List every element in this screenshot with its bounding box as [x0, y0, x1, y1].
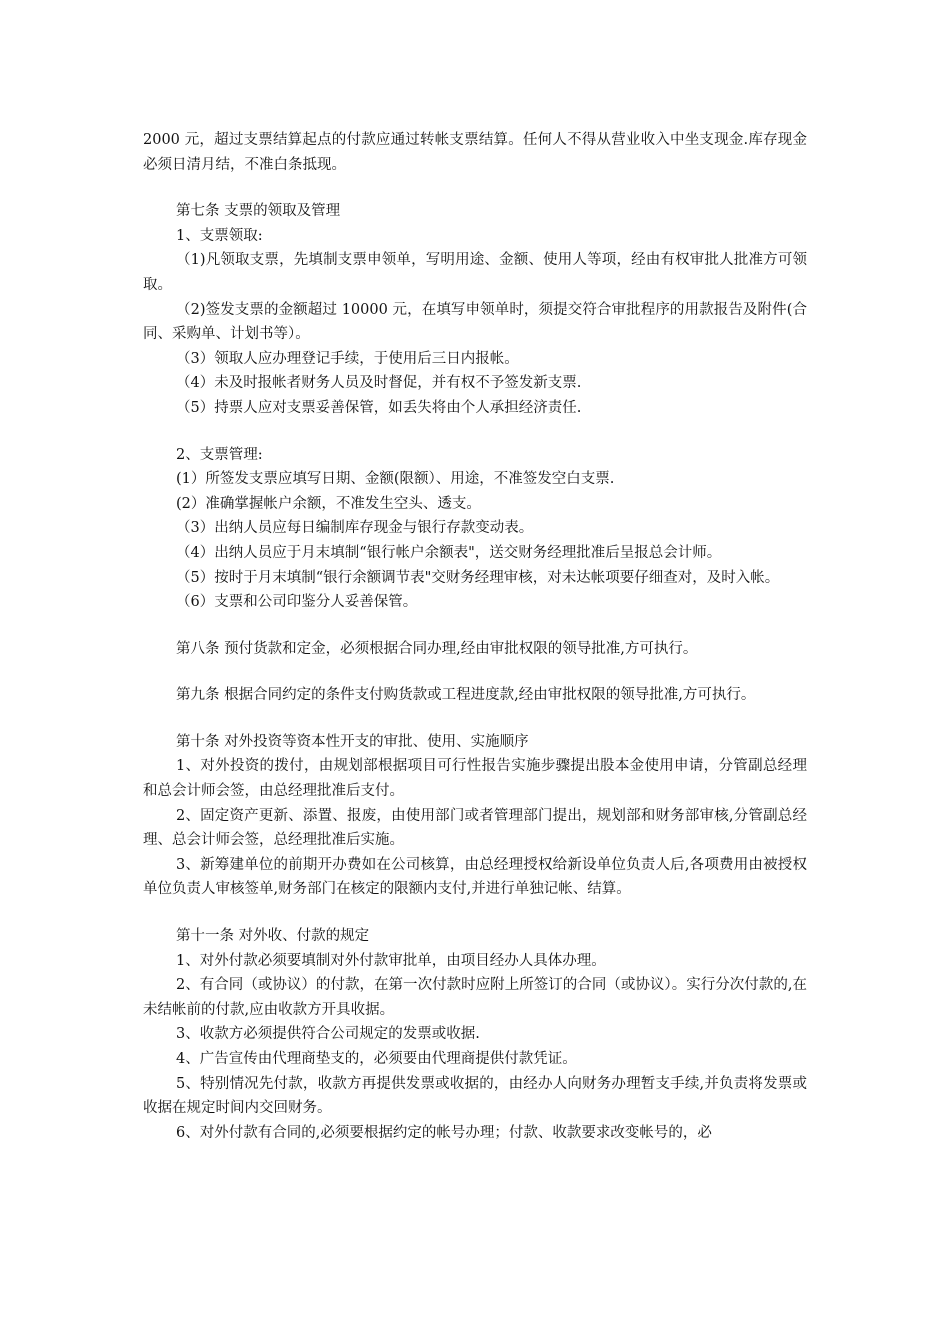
paragraph-spacer [143, 661, 807, 683]
body-paragraph-art11-5: 5、特别情况先付款，收款方再提供发票或收据的，由经办人向财务办理暂支手续,并负责将发票或收据在规定时间内交回财务。 [143, 1075, 807, 1117]
body-paragraph-art7-2-1: (1）所签发支票应填写日期、金额(限额）、用途，不准签发空白支票. [176, 471, 615, 488]
body-paragraph-art7-2: 2、支票管理: [176, 446, 263, 463]
body-paragraph-art11-6: 6、对外付款有合同的,必须要根据约定的帐号办理；付款、收款要求改变帐号的，必 [176, 1124, 712, 1141]
body-paragraph-art10-1: 1、对外投资的拨付，由规划部根据项目可行性报告实施步骤提出股本金使用申请，分管副总经理和总会计师会签，由总经理批准后支付。 [143, 758, 807, 800]
body-paragraph-art7-2-6: （6）支票和公司印鉴分人妥善保管。 [176, 594, 418, 611]
body-paragraph-art11-3: 3、收款方必须提供符合公司规定的发票或收据. [176, 1026, 480, 1043]
body-paragraph-art7-1-5: （5）持票人应对支票妥善保管，如丢失将由个人承担经济责任. [176, 399, 582, 416]
article-heading-art8: 第八条 预付货款和定金，必须根据合同办理,经由审批权限的领导批准,方可执行。 [176, 640, 698, 657]
article-heading-art9: 第九条 根据合同约定的条件支付购货款或工程进度款,经由审批权限的领导批准,方可执行。 [176, 687, 756, 704]
body-paragraph-art7-1-1: （1)凡领取支票，先填制支票申领单，写明用途、金额、使用人等项，经由有权审批人批准方可领取。 [143, 252, 807, 293]
document-body [143, 128, 807, 1145]
body-paragraph-art7-1-2: （2)签发支票的金额超过 10000 元，在填写申领单时，须提交符合审批程序的用款报告及附件(合同、采购单、计划书等）。 [143, 301, 807, 343]
paragraph-spacer [143, 708, 807, 730]
body-paragraph-art7-2-4: （4）出纳人员应于月末填制“银行帐户余额表"，送交财务经理批准后呈报总会计师。 [176, 544, 722, 561]
paragraph-spacer [143, 902, 807, 924]
body-paragraph-art10-2: 2、固定资产更新、添置、报废，由使用部门或者管理部门提出，规划部和财务部审核,分管副总经理、总会计师会签，总经理批准后实施。 [143, 807, 807, 849]
body-paragraph-art11-2: 2、有合同（或协议）的付款，在第一次付款时应附上所签订的合同（或协议）。实行分次付款的,在未结帐前的付款,应由收款方开具收据。 [143, 977, 807, 1018]
body-paragraph-art7-1: 1、支票领取: [176, 227, 263, 244]
body-paragraph-art7-2-5: （5）按时于月末填制“银行余额调节表"交财务经理审核，对未达帐项要仔细查对，及时入帐。 [176, 569, 780, 586]
article-heading-art11-title: 第十一条 对外收、付款的规定 [176, 928, 370, 945]
body-paragraph-art11-1: 1、对外付款必须要填制对外付款审批单，由项目经办人具体办理。 [176, 952, 606, 969]
body-paragraph-art7-2-2: (2）准确掌握帐户余额，不准发生空头、透支。 [176, 495, 481, 512]
paragraph-spacer [143, 421, 807, 443]
paragraph-spacer [143, 177, 807, 199]
body-paragraph-art11-4: 4、广告宣传由代理商垫支的，必须要由代理商提供付款凭证。 [176, 1051, 577, 1067]
body-paragraph-art7-1-4: （4）未及时报帐者财务人员及时督促，并有权不予签发新支票. [176, 375, 582, 392]
body-paragraph-p1: 2000 元，超过支票结算起点的付款应通过转帐支票结算。任何人不得从营业收入中坐支现金.库存现金必须日清月结，不准白条抵现。 [143, 132, 807, 173]
body-paragraph-art7-1-3: （3）领取人应办理登记手续，于使用后三日内报帐。 [176, 350, 519, 367]
article-heading-art10-title: 第十条 对外投资等资本性开支的审批、使用、实施顺序 [176, 733, 529, 750]
paragraph-spacer [143, 615, 807, 637]
article-heading-art7-title: 第七条 支票的领取及管理 [176, 203, 341, 220]
body-paragraph-art10-3: 3、新筹建单位的前期开办费如在公司核算，由总经理授权给新设单位负责人后,各项费用由被授权单位负责人审核签单,财务部门在核定的限额内支付,并进行单独记帐、结算。 [143, 856, 807, 898]
body-paragraph-art7-2-3: （3）出纳人员应每日编制库存现金与银行存款变动表。 [176, 520, 534, 537]
